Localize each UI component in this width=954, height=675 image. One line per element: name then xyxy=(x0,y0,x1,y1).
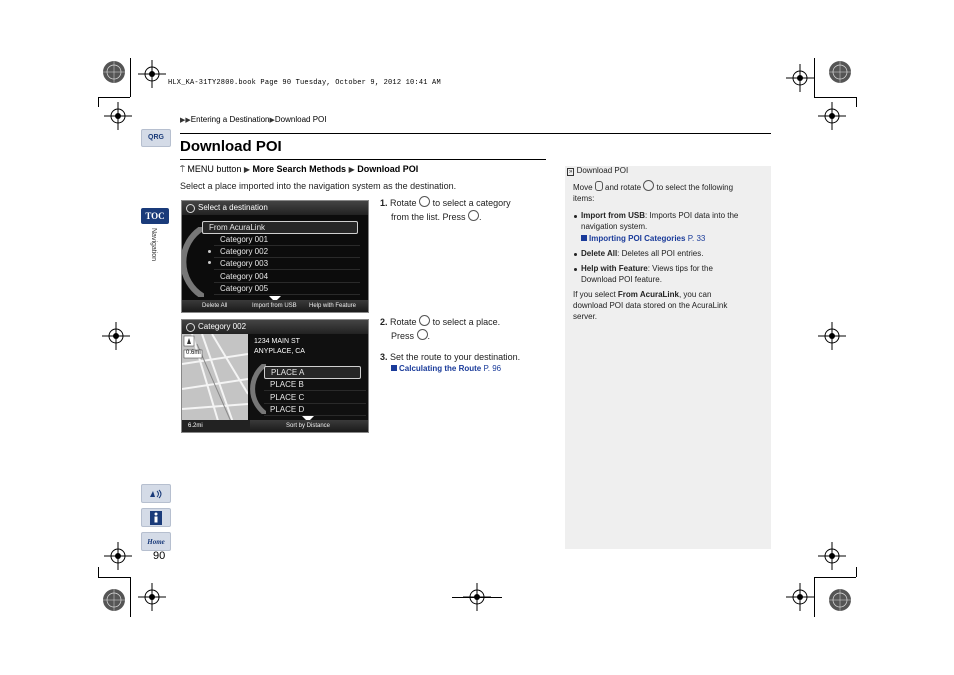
list-item[interactable]: PLACE D xyxy=(264,404,366,416)
softkey-delete-all[interactable]: Delete All xyxy=(202,303,228,309)
section-label: Navigation xyxy=(150,228,157,262)
sidebar-item-import xyxy=(581,210,769,232)
list-item[interactable]: Category 002 xyxy=(214,246,360,258)
sidebar-note xyxy=(573,289,769,322)
info-button[interactable] xyxy=(141,508,171,527)
map-streets-icon xyxy=(182,334,248,433)
sidebar-text: : Deletes all POI entries. xyxy=(617,249,704,258)
notes-sidebar xyxy=(565,166,771,549)
menu-button-icon: ⍑ xyxy=(180,165,185,174)
sidebar-term: Help with Feature xyxy=(581,264,648,273)
bullet-icon xyxy=(574,268,577,271)
screen-title: Select a destination xyxy=(198,203,268,212)
crosshair-mark-icon xyxy=(102,322,130,350)
home-button[interactable]: Home xyxy=(141,532,171,551)
intro-text: Select a place imported into the navigation system as the destination. xyxy=(180,181,457,191)
category-screen xyxy=(181,319,369,433)
list-item[interactable]: PLACE A xyxy=(264,366,361,379)
step-number: 3. xyxy=(380,352,388,362)
step-2: 2. Rotate to select a place. Press . xyxy=(380,317,501,341)
link-label: Calculating the Route xyxy=(399,364,482,373)
address-line: ANYPLACE, CA xyxy=(254,348,305,355)
crosshair-mark-icon xyxy=(786,583,814,611)
link-page: P. 96 xyxy=(483,364,502,373)
list-item[interactable]: Category 001 xyxy=(214,234,360,246)
step-text: Rotate xyxy=(390,317,417,327)
step-text: to select a category xyxy=(432,198,511,208)
step-text: from the list. Press xyxy=(391,212,466,222)
crosshair-mark-icon xyxy=(138,60,166,88)
address-block xyxy=(250,334,368,357)
page-title: Download POI xyxy=(180,138,282,155)
menu-path-step: Download POI xyxy=(357,164,419,174)
book-info-line: HLX_KA-31TY2800.book Page 90 Tuesday, October 9, 2012 10:41 AM xyxy=(168,79,441,87)
list-item[interactable]: Category 005 xyxy=(214,283,360,295)
step-3 xyxy=(380,351,550,364)
link-arrow-icon xyxy=(391,365,397,371)
sidebar-term: Import from USB xyxy=(581,211,645,220)
poi-list-panel xyxy=(250,334,368,432)
step-number: 2. xyxy=(380,317,388,327)
screen-title: Category 002 xyxy=(198,322,247,331)
marker-dot-icon xyxy=(208,261,211,264)
list-item[interactable]: Category 004 xyxy=(214,271,360,283)
title-rule xyxy=(180,159,546,160)
sidebar-text: server. xyxy=(573,312,598,321)
enter-button-icon xyxy=(417,329,428,340)
screen-titlebar xyxy=(182,320,368,334)
header-rule xyxy=(180,133,771,134)
note-icon: » xyxy=(569,169,573,175)
step-1: 1. Rotate to select a category from the list. Press . xyxy=(380,198,511,222)
breadcrumb-item[interactable]: Entering a Destination xyxy=(190,115,270,124)
marker-dot-icon xyxy=(208,250,211,253)
home-icon xyxy=(186,204,195,213)
select-destination-screen xyxy=(181,200,369,313)
crosshair-mark-icon xyxy=(818,102,846,130)
importing-poi-link[interactable] xyxy=(581,234,705,243)
joystick-icon xyxy=(595,181,603,191)
step-text: to select a place. xyxy=(432,317,501,327)
sidebar-item-delete xyxy=(581,248,769,259)
link-page: P. 33 xyxy=(687,234,706,243)
menu-path: ⍑ MENU button ▶ More Search Methods ▶ Download POI xyxy=(180,164,419,174)
registration-mark-icon xyxy=(102,60,126,84)
address-line: 1234 MAIN ST xyxy=(254,338,300,345)
softkey-sort-distance[interactable]: Sort by Distance xyxy=(286,423,331,429)
sidebar-text: , you can xyxy=(678,290,712,299)
sidebar-text: Download POI feature. xyxy=(581,275,662,284)
crosshair-mark-icon xyxy=(786,64,814,92)
sidebar-term: From AcuraLink xyxy=(617,290,679,299)
softkey-help[interactable]: Help with Feature xyxy=(309,303,357,309)
menu-path-step: More Search Methods xyxy=(252,164,347,174)
interface-dial-icon xyxy=(643,180,654,191)
crosshair-mark-icon xyxy=(104,542,132,570)
registration-mark-icon xyxy=(102,588,126,612)
crosshair-mark-icon xyxy=(818,322,846,350)
voice-icon xyxy=(148,488,164,500)
sidebar-text: : Views tips for the xyxy=(647,264,713,273)
sidebar-intro xyxy=(573,180,769,204)
breadcrumb-item[interactable]: Download POI xyxy=(274,115,327,124)
map-scale-label: 6.2mi xyxy=(188,423,203,429)
map-distance: 0.6mi xyxy=(186,350,201,356)
interface-dial-icon xyxy=(419,196,430,207)
softkey-bar xyxy=(182,300,368,312)
sidebar-heading-text: Download POI xyxy=(576,166,629,175)
bullet-icon xyxy=(574,253,577,256)
sidebar-text: download POI data stored on the AcuraLink xyxy=(573,301,728,310)
link-label: Importing POI Categories xyxy=(589,234,686,243)
registration-mark-icon xyxy=(828,60,852,84)
step-text: Set the route to your destination. xyxy=(390,352,521,362)
step-text: Press xyxy=(391,331,415,341)
map-scale-bar xyxy=(182,420,254,432)
info-icon xyxy=(150,511,162,525)
sidebar-text: If you select xyxy=(573,290,616,299)
sidebar-item-help xyxy=(581,263,769,285)
bullet-icon xyxy=(574,215,577,218)
calculating-route-link[interactable] xyxy=(391,364,501,373)
sidebar-text: Move xyxy=(573,183,593,192)
qrg-tab[interactable]: QRG xyxy=(141,129,171,147)
interface-dial-icon xyxy=(419,315,430,326)
list-item[interactable]: PLACE C xyxy=(264,392,366,404)
registration-mark-icon xyxy=(828,588,852,612)
toc-tab[interactable]: TOC xyxy=(141,208,169,224)
home-icon xyxy=(186,323,195,332)
step-number: 1. xyxy=(380,198,388,208)
menu-path-prefix: MENU button xyxy=(187,164,242,174)
sidebar-text: navigation system. xyxy=(581,222,648,231)
crosshair-mark-icon xyxy=(463,583,491,611)
sidebar-heading xyxy=(567,166,628,175)
list-item[interactable]: Category 003 xyxy=(214,258,360,270)
list-item[interactable]: From AcuraLink xyxy=(202,221,358,234)
sidebar-text: and rotate xyxy=(605,183,642,192)
voice-command-button[interactable] xyxy=(141,484,171,503)
softkey-bar xyxy=(250,420,368,432)
crosshair-mark-icon xyxy=(818,542,846,570)
page-number: 90 xyxy=(153,550,166,562)
sidebar-term: Delete All xyxy=(581,249,618,258)
screen-titlebar xyxy=(182,201,368,215)
breadcrumb-arrow-icon: ▶▶ xyxy=(180,117,191,124)
step-text: Rotate xyxy=(390,198,417,208)
sidebar-text: : Imports POI data into the xyxy=(645,211,739,220)
crosshair-mark-icon xyxy=(104,102,132,130)
dial-arc-icon xyxy=(182,227,204,297)
sidebar-text: to select the following xyxy=(656,183,734,192)
softkey-import-usb[interactable]: Import from USB xyxy=(252,303,297,309)
breadcrumb-arrow-icon: ▶ xyxy=(269,117,275,124)
crosshair-mark-icon xyxy=(138,583,166,611)
enter-button-icon xyxy=(468,210,479,221)
link-arrow-icon xyxy=(581,235,587,241)
map-view[interactable] xyxy=(182,334,248,433)
list-item[interactable]: PLACE B xyxy=(264,379,366,391)
sidebar-text: items: xyxy=(573,194,595,203)
breadcrumb xyxy=(180,115,326,124)
